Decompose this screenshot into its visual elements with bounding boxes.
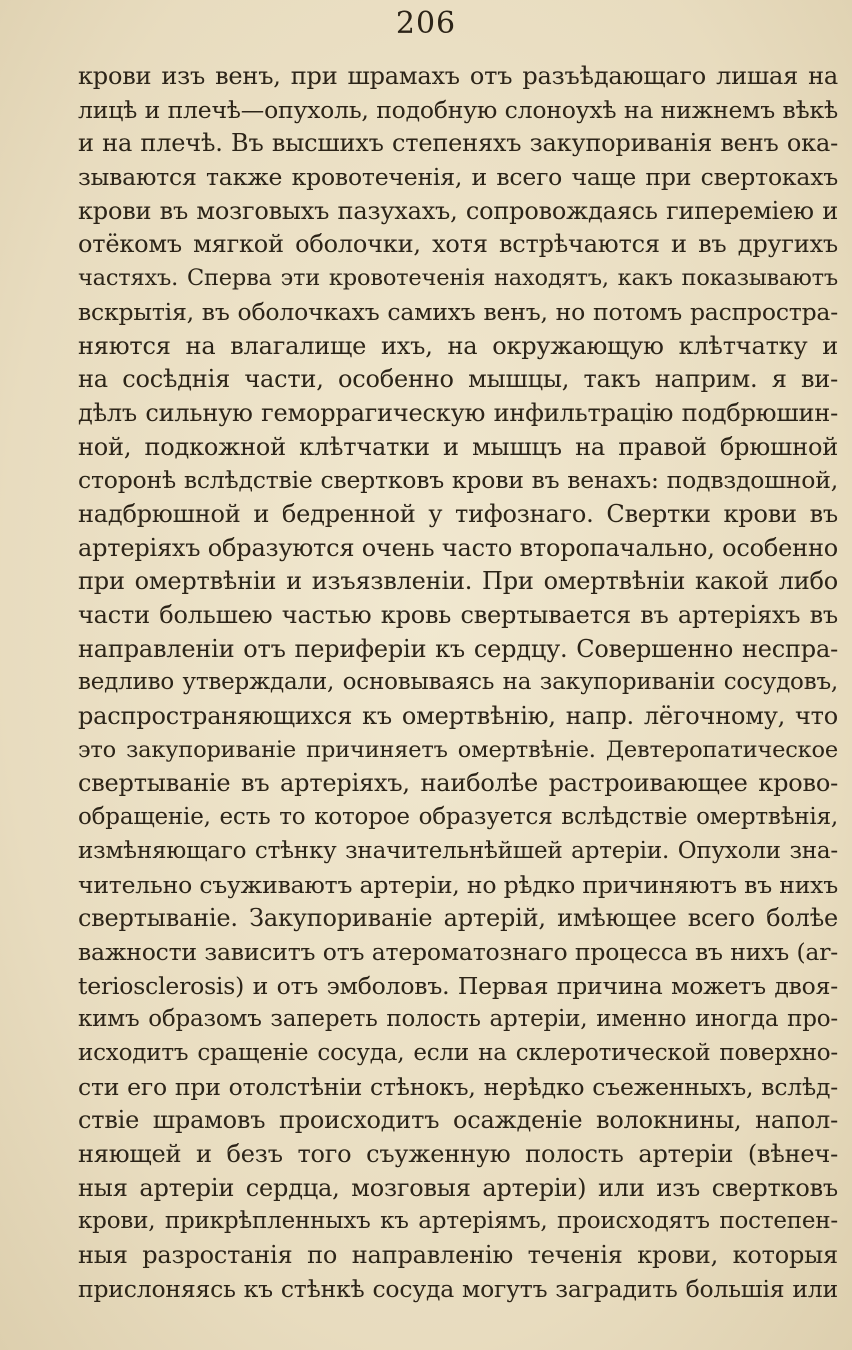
text-line: свертываніе. Закупориваніе артерій, имѣющее всего болѣе bbox=[78, 904, 838, 933]
text-line: исходитъ сращеніе сосуда, если на склеротической поверхно- bbox=[78, 1039, 838, 1066]
text-line: важности зависитъ отъ атероматознаго процесса въ нихъ (ar- bbox=[78, 937, 838, 966]
text-line: свертываніе въ артеріяхъ, наиболѣе растроивающее крово- bbox=[78, 769, 838, 798]
text-line: крови, прикрѣпленныхъ къ артеріямъ, происходятъ постепен- bbox=[78, 1208, 838, 1235]
text-line: ствіе шрамовъ происходитъ осажденіе волокнины, напол- bbox=[78, 1106, 838, 1135]
text-line: и на плечѣ. Въ высшихъ степеняхъ закупориванія венъ ока- bbox=[78, 129, 838, 158]
text-line: на сосѣднія части, особенно мышцы, такъ наприм. я ви- bbox=[78, 365, 838, 394]
text-line: сти его при отолстѣніи стѣнокъ, нерѣдко съеженныхъ, вслѣд- bbox=[78, 1072, 838, 1101]
text-line: ной, подкожной клѣтчатки и мышцъ на правой брюшной bbox=[78, 432, 838, 461]
text-line: дѣлъ сильную геморрагическую инфильтрацію подбрюшин- bbox=[78, 398, 838, 427]
text-line: артеріяхъ образуются очень часто второпачально, особенно bbox=[78, 533, 838, 562]
text-line: измѣняющаго стѣнку значительнѣйшей артеріи. Опухоли зна- bbox=[78, 837, 838, 864]
text-line: это закупориваніе причиняетъ омертвѣніе. Девтеропатическое bbox=[78, 736, 838, 763]
text-line: ведливо утверждали, основываясь на закупориваніи сосудовъ, bbox=[78, 669, 838, 696]
text-line: крови изъ венъ, при шрамахъ отъ разъѣдающаго лишая на bbox=[78, 62, 838, 90]
text-line: няются на влагалище ихъ, на окружающую клѣтчатку и bbox=[78, 331, 838, 360]
body-text bbox=[78, 60, 838, 1306]
text-line: сторонѣ вслѣдствіе свертковъ крови въ венахъ: подвздошной, bbox=[78, 466, 838, 495]
text-line: лицѣ и плечѣ—опухоль, подобную слоноухѣ на нижнемъ вѣкѣ bbox=[78, 95, 838, 124]
text-line: надбрюшной и бедренной у тифознаго. Свертки крови въ bbox=[78, 499, 838, 528]
text-line: части большею частью кровь свертывается въ артеріяхъ въ bbox=[78, 601, 838, 629]
text-line: прислоняясь къ стѣнкѣ сосуда могутъ заградить большія или bbox=[78, 1274, 838, 1303]
text-line: распространяющихся къ омертвѣнію, напр. лёгочному, что bbox=[78, 702, 838, 731]
text-line: няющей и безъ того съуженную полость артеріи (вѣнеч- bbox=[78, 1140, 838, 1168]
text-line: отёкомъ мягкой оболочки, хотя встрѣчаются и въ другихъ bbox=[78, 230, 838, 259]
text-line: teriosclerosis) и отъ эмболовъ. Первая причина можетъ двоя- bbox=[78, 971, 838, 1000]
text-line: ныя разростанія по направленію теченія крови, которыя bbox=[78, 1241, 838, 1270]
page-number: 206 bbox=[395, 6, 457, 41]
text-line: крови въ мозговыхъ пазухахъ, сопровождаясь гипереміею и bbox=[78, 196, 838, 225]
text-line: вскрытія, въ оболочкахъ самихъ венъ, но потомъ распростра- bbox=[78, 297, 838, 326]
text-line: зываются также кровотеченія, и всего чаще при свертокахъ bbox=[78, 163, 838, 192]
text-line: обращеніе, есть то которое образуется вслѣдствіе омертвѣнія, bbox=[78, 804, 838, 831]
text-line: направленіи отъ периферіи къ сердцу. Совершенно неспра- bbox=[78, 634, 838, 663]
text-line: кимъ образомъ запереть полость артеріи, именно иногда про- bbox=[78, 1006, 838, 1033]
text-line: ныя артеріи сердца, мозговыя артеріи) или изъ свертковъ bbox=[78, 1173, 838, 1202]
text-line: чительно съуживаютъ артеріи, но рѣдко причиняютъ въ нихъ bbox=[78, 870, 838, 899]
text-line: частяхъ. Сперва эти кровотеченія находятъ, какъ показываютъ bbox=[78, 265, 838, 292]
text-line: при омертвѣніи и изъязвленіи. При омертвѣніи какой либо bbox=[78, 567, 838, 596]
